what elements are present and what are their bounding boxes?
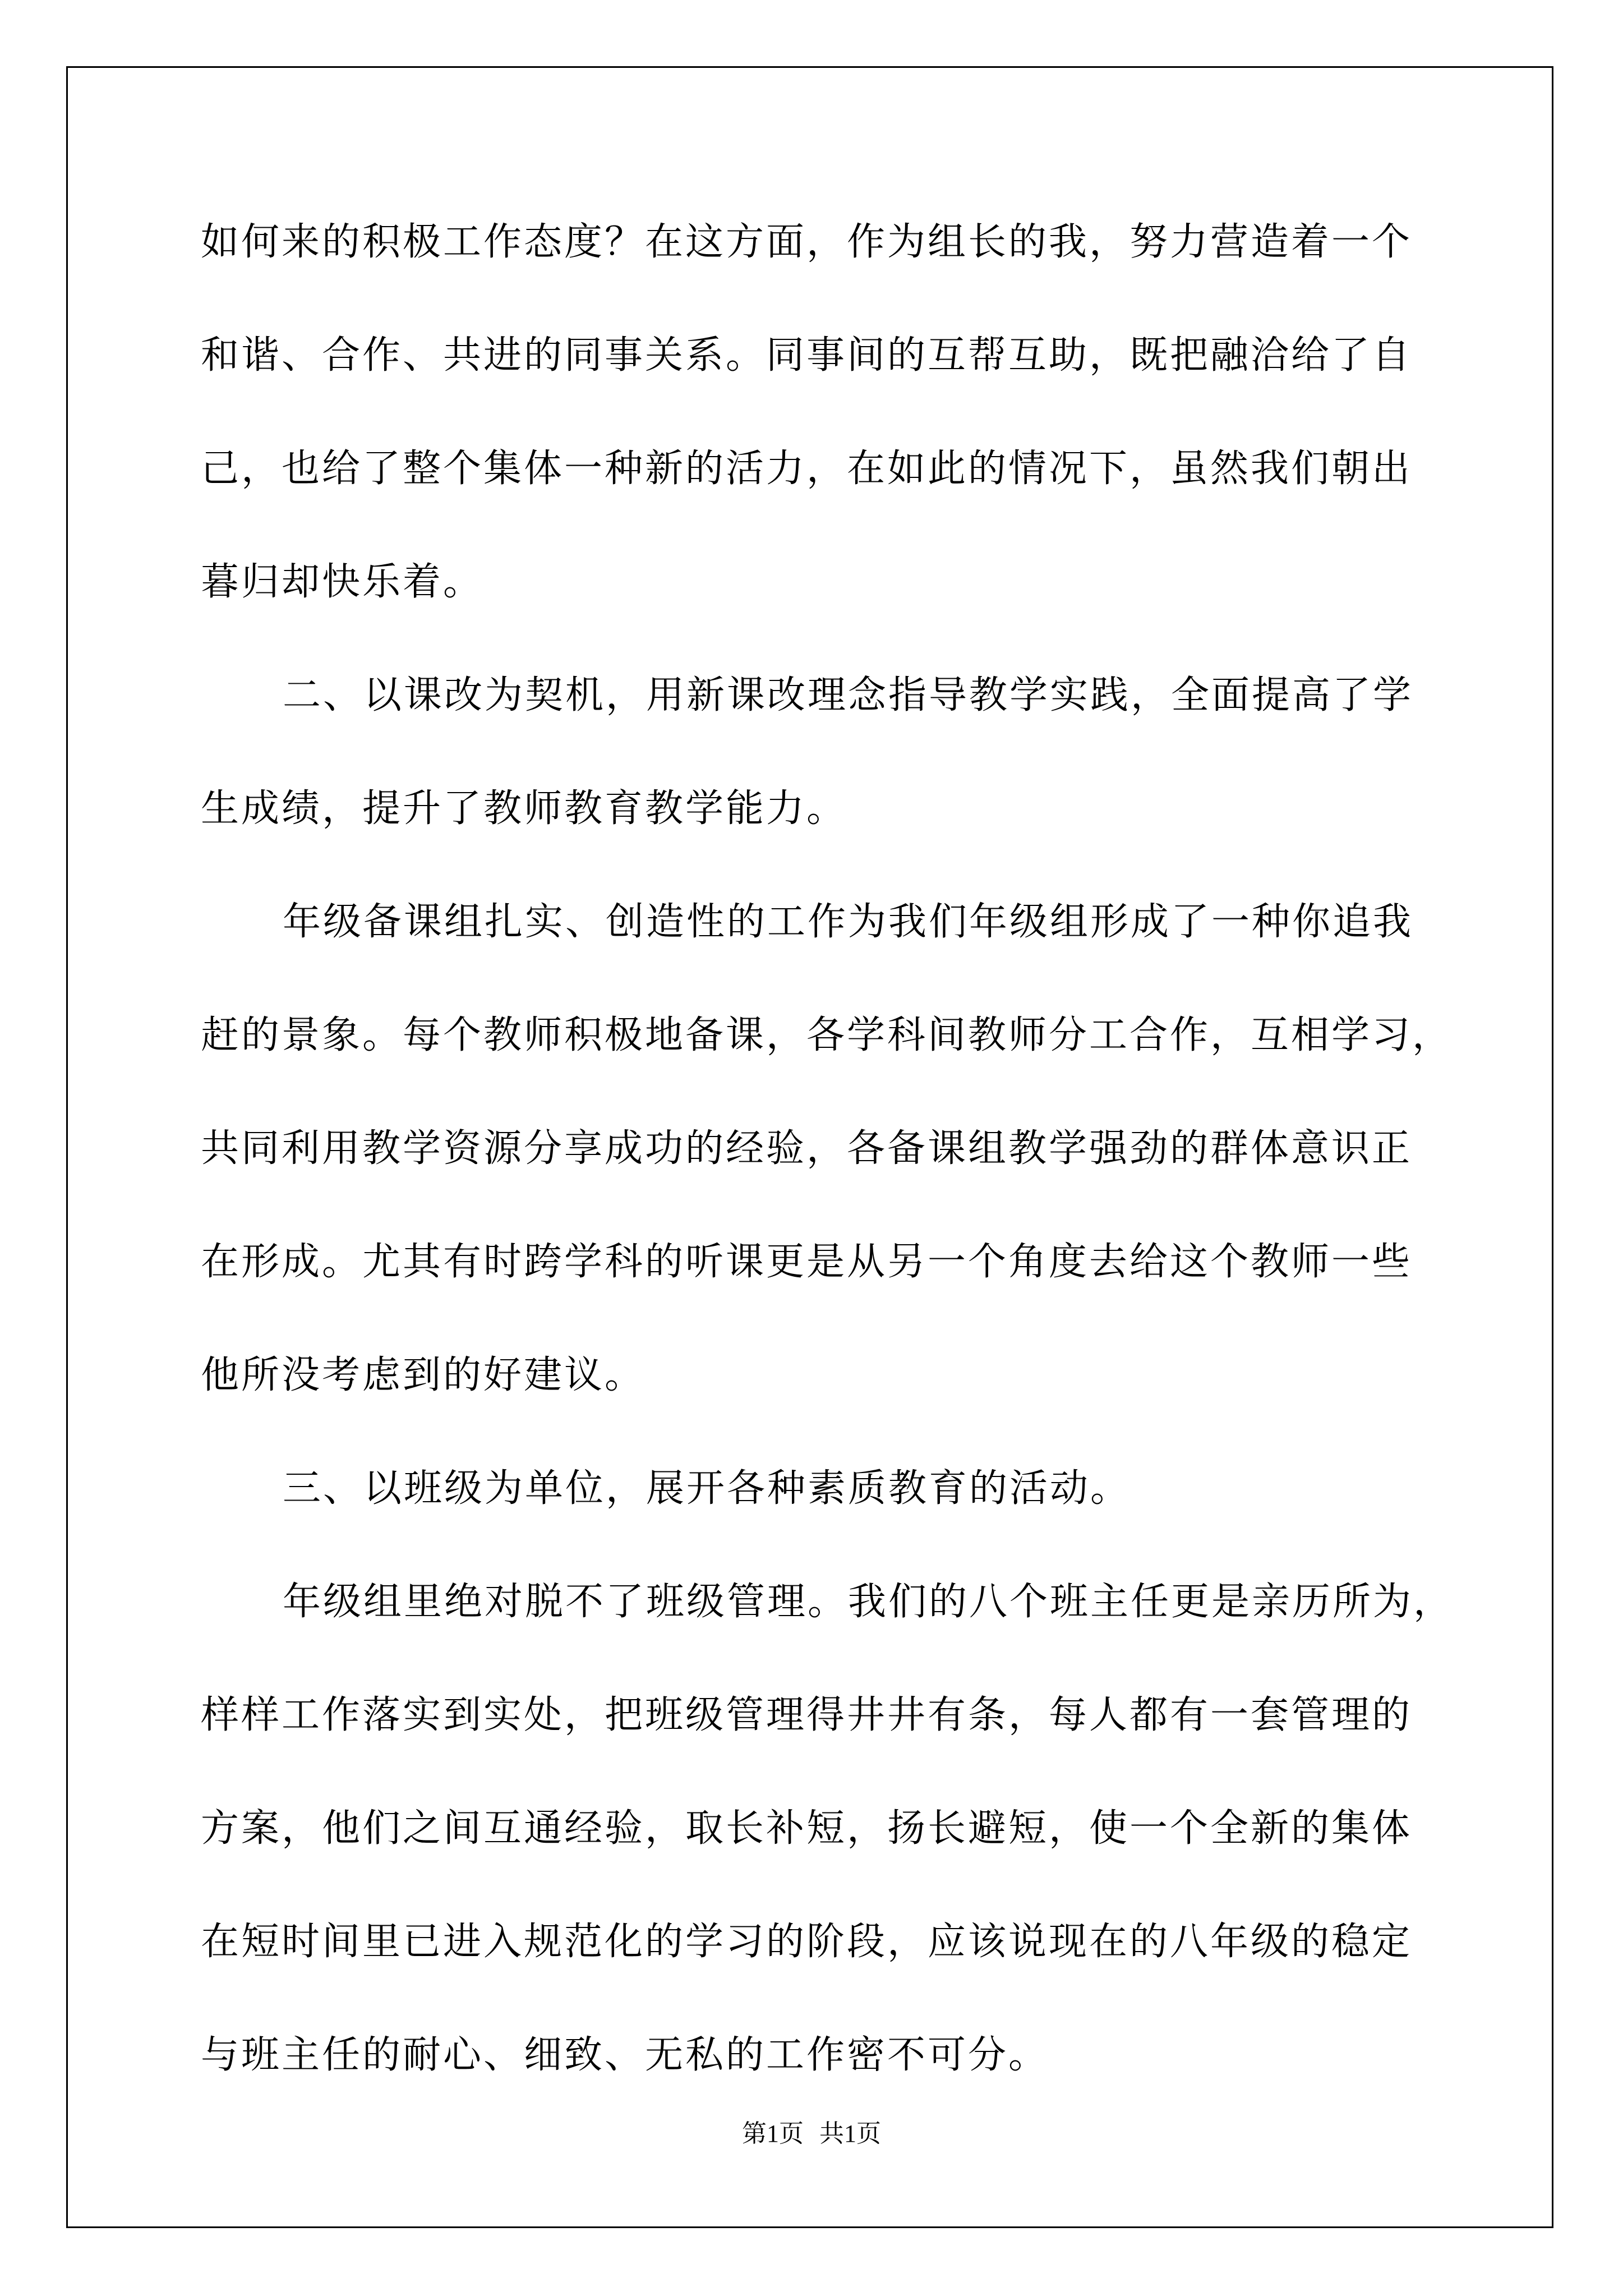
text-line: 暮归却快乐着。 (201, 560, 484, 604)
text-line: 在形成。尤其有时跨学科的听课更是从另一个角度去给这个教师一些 (201, 1240, 1413, 1284)
text-line: 年级备课组扎实、创造性的工作为我们年级组形成了一种你追我 (283, 900, 1414, 944)
text-line: 与班主任的耐心、细致、无私的工作密不可分。 (201, 2033, 1049, 2077)
page-number: 第1页 (742, 2120, 804, 2147)
text-line: 年级组里绝对脱不了班级管理。我们的八个班主任更是亲历所为， (283, 1580, 1454, 1624)
text-line: 如何来的积极工作态度？在这方面，作为组长的我，努力营造着一个 (201, 220, 1413, 264)
text-line: 在短时间里已进入规范化的学习的阶段，应该说现在的八年级的稳定 (201, 1920, 1413, 1964)
text-line: 和谐、合作、共进的同事关系。同事间的互帮互助，既把融洽给了自 (201, 333, 1413, 378)
text-line: 三、以班级为单位，展开各种素质教育的活动。 (283, 1466, 1131, 1511)
text-line: 生成绩，提升了教师教育教学能力。 (201, 786, 847, 831)
text-line: 赶的景象。每个教师积极地备课，各学科间教师分工合作，互相学习， (201, 1013, 1453, 1057)
text-line: 他所没考虑到的好建议。 (201, 1353, 645, 1397)
text-line: 样样工作落实到实处，把班级管理得井井有条，每人都有一套管理的 (201, 1693, 1413, 1737)
text-line: 方案，他们之间互通经验，取长补短，扬长避短，使一个全新的集体 (201, 1806, 1413, 1851)
text-line: 己，也给了整个集体一种新的活力，在如此的情况下，虽然我们朝出 (201, 447, 1413, 491)
text-line: 二、以课改为契机，用新课改理念指导教学实践，全面提高了学 (283, 673, 1414, 717)
page-footer (0, 2120, 1623, 2147)
text-line: 共同利用教学资源分享成功的经验，各备课组教学强劲的群体意识正 (201, 1126, 1413, 1171)
page-count: 共1页 (819, 2120, 881, 2147)
